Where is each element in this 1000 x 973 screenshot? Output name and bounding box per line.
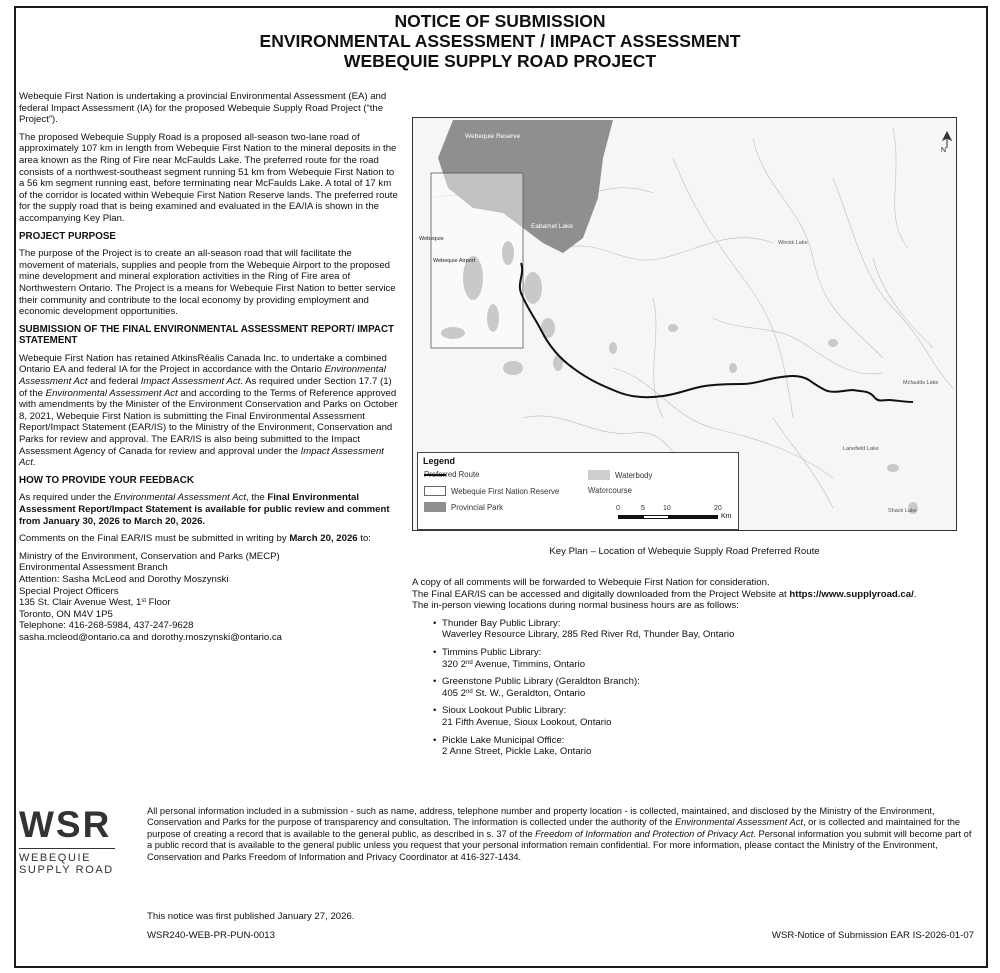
viewing-locations-list — [412, 618, 972, 758]
intro-paragraph-1: Webequie First Nation is undertaking a provincial Environmental Assessment (EA) and federal Impact Assessment (IA) for the proposed Webequie Supply Road Project (“the Project”). — [19, 91, 387, 126]
map-label-lake-2: Mcfaulds Lake — [903, 380, 939, 386]
north-arrow-label: N — [941, 147, 947, 154]
location-item: • Thunder Bay Public Library: Waverley Resource Library, 285 Red River Rd, Thunder Bay, Ontario — [412, 618, 972, 641]
intro-paragraph-2: The proposed Webequie Supply Road is a proposed all-season two-lane road of approximately 107 km in length from Webequie First Nation to the mineral deposits in the area known as the Ring of Fire near McFaulds Lake. The preferred route for the road consists of a northwest-southeast segment running 51 km from Webequie First Nation to a 56 km segment running east, before terminating near McFaulds Lake. A total of 17 km of the corridor is located within Webequie First Nation Reserve lands. The preferred route for the supply road that is being examined and evaluated in the EA/IA is shown in the accompanying Key Plan. — [19, 131, 398, 224]
map-legend — [417, 452, 739, 530]
left-column — [19, 91, 399, 644]
address-line: Attention: Sasha McLeod and Dorothy Moszynski — [19, 573, 229, 585]
logo-rule — [19, 848, 115, 849]
mecp-address — [19, 551, 399, 644]
address-line: Environmental Assessment Branch — [19, 562, 168, 574]
notice-title — [0, 11, 1000, 71]
map-label-lake-1: Winisk Lake — [778, 240, 808, 246]
map-label-park: Eabamet Lake — [531, 223, 573, 230]
location-item: • Timmins Public Library: 320 2nd Avenue, Timmins, Ontario — [412, 647, 972, 670]
right-column — [412, 577, 972, 764]
document-code: WSR240-WEB-PR-PUN-0013 — [147, 930, 275, 941]
feedback-availability: As required under the Environmental Assessment Act, the Final Environmental Assessment Report/Impact Statement is available for public review and comment from January 30, 2026 to March 20, 2026. — [19, 492, 390, 527]
logo-line-1: WEBEQUIE — [19, 852, 92, 864]
map-label-settlement: Webequie — [419, 236, 444, 242]
footer-left — [147, 911, 354, 942]
location-item: • Sioux Lookout Public Library: 21 Fifth Avenue, Sioux Lookout, Ontario — [412, 705, 972, 728]
title-line-3: WEBEQUIE SUPPLY ROAD PROJECT — [343, 51, 657, 71]
park-swatch — [424, 502, 446, 512]
legend-route: Preferred Route — [424, 470, 480, 479]
feedback-heading: HOW TO PROVIDE YOUR FEEDBACK — [19, 474, 194, 486]
feedback-deadline: Comments on the Final EAR/IS must be submitted in writing by March 20, 2026 to: — [19, 533, 371, 545]
purpose-heading: PROJECT PURPOSE — [19, 230, 116, 242]
logo-line-2: SUPPLY ROAD — [19, 864, 114, 876]
location-item: • Pickle Lake Municipal Office: 2 Anne Street, Pickle Lake, Ontario — [412, 735, 972, 758]
route-line-swatch — [424, 470, 446, 480]
legend-watercourse: Watercourse — [588, 486, 632, 495]
address-phone: Telephone: 416-268-5984, 437-247-9628 — [19, 620, 194, 632]
scale-tick-10: 10 — [663, 505, 671, 512]
location-item: • Greenstone Public Library (Geraldton Branch): 405 2nd St. W., Geraldton, Ontario — [412, 676, 972, 699]
publication-date: This notice was first published January 27, 2026. — [147, 911, 355, 922]
scale-tick-0: 0 — [616, 505, 620, 512]
legend-reserve: Webequie First Nation Reserve — [424, 486, 559, 496]
privacy-notice: All personal information included in a submission - such as name, address, telephone number and property location - is collected, maintained, and disclosed by the Ministry of the Environment, Conservation and Parks for the purpose of transparency and consultation. The information is collected under the authority of the Environmental Assessment Act, or is collected and maintained for the purpose of creating a record that is available to the general public, as described in s. 37 of the Freedom of Information and Protection of Privacy Act. Personal information you submit will become part of a public record that is available to the general public unless you request that your personal information remain confidential. For more information, please contact the Ministry of the Environment, Conservation and Parks Freedom of Information and Privacy Coordinator at 416-327-1434. — [147, 806, 972, 862]
legend-title: Legend — [423, 456, 456, 466]
purpose-text: The purpose of the Project is to create an all-season road that will facilitate the movement of materials, supplies and people from the Webequie Airport to the proposed mine development and mineral exploration activities in the Ring of Fire area of Northwestern Ontario. The Project is a means for Webequie First Nation to better service their community and contribute to the local economy by providing employment and economic development opportunities. — [19, 248, 396, 318]
address-line: Special Project Officers — [19, 585, 119, 597]
map-label-lake-4: Shack Lake — [888, 508, 917, 514]
address-city: Toronto, ON M4V 1P5 — [19, 608, 113, 620]
scale-unit: Km — [721, 513, 732, 520]
address-line: Ministry of the Environment, Conservation and Parks (MECP) — [19, 550, 280, 562]
title-line-2: ENVIRONMENTAL ASSESSMENT / IMPACT ASSESSMENT — [259, 31, 741, 51]
map-label-reserve: Webequie Reserve — [465, 133, 521, 140]
scale-tick-5: 5 — [641, 505, 645, 512]
legend-waterbody: Waterbody — [588, 470, 652, 480]
map-label-airport: Webequie Airport — [433, 258, 476, 264]
address-email[interactable]: sasha.mcleod@ontario.ca and dorothy.moszynski@ontario.ca — [19, 631, 283, 643]
map-caption: Key Plan – Location of Webequie Supply Road Preferred Route — [549, 546, 820, 557]
address-street: 135 St. Clair Avenue West, 1st Floor — [19, 597, 171, 609]
legend-park: Provincial Park — [424, 502, 503, 512]
scale-tick-20: 20 — [714, 505, 722, 512]
file-name: WSR-Notice of Submission EAR IS-2026-01-07 — [771, 930, 974, 941]
logo-wordmark: WSR — [19, 804, 112, 845]
title-line-1: NOTICE OF SUBMISSION — [394, 11, 606, 31]
waterbody-swatch — [588, 470, 610, 480]
scale-bar — [616, 505, 732, 527]
comments-forwarded: A copy of all comments will be forwarded to Webequie First Nation for consideration. — [412, 577, 770, 588]
website-access: The Final EAR/IS can be accessed and digitally downloaded from the Project Website at https://www.supplyroad.ca/. — [412, 588, 917, 600]
submission-heading: SUBMISSION OF THE FINAL ENVIRONMENTAL ASSESSMENT REPORT/ IMPACT STATEMENT — [19, 323, 395, 347]
viewing-locations-intro: The in-person viewing locations during normal business hours are as follows: — [412, 600, 739, 612]
key-plan-map — [412, 117, 957, 531]
watercourse-swatch — [588, 486, 610, 496]
wsr-logo — [19, 806, 115, 876]
submission-text: Webequie First Nation has retained AtkinsRéalis Canada Inc. to undertake a combined Ontario EA and federal IA for the Project in accordance with the Ontario Environmental Assessment Act and federal Impact Assessment Act. As required under Section 17.7 (1) of the Environmental Assessment Act and according to the Terms of Reference approved with amendments by the Minister of the Environment Conservation and Parks on October 8, 2021, Webequie First Nation is submitting the Final Environmental Assessment Report/Impact Statement (EAR/IS) to the Ministry of the Environment, Conservation and Parks for review and approval. The EAR/IS is also being submitted to the Impact Assessment Agency of Canada for review and approval under the Impact Assessment Act. — [19, 352, 398, 469]
reserve-swatch — [424, 486, 446, 496]
project-website-link[interactable]: https://www.supplyroad.ca/ — [789, 588, 914, 600]
map-label-lake-3: Lanefield Lake — [843, 446, 879, 452]
